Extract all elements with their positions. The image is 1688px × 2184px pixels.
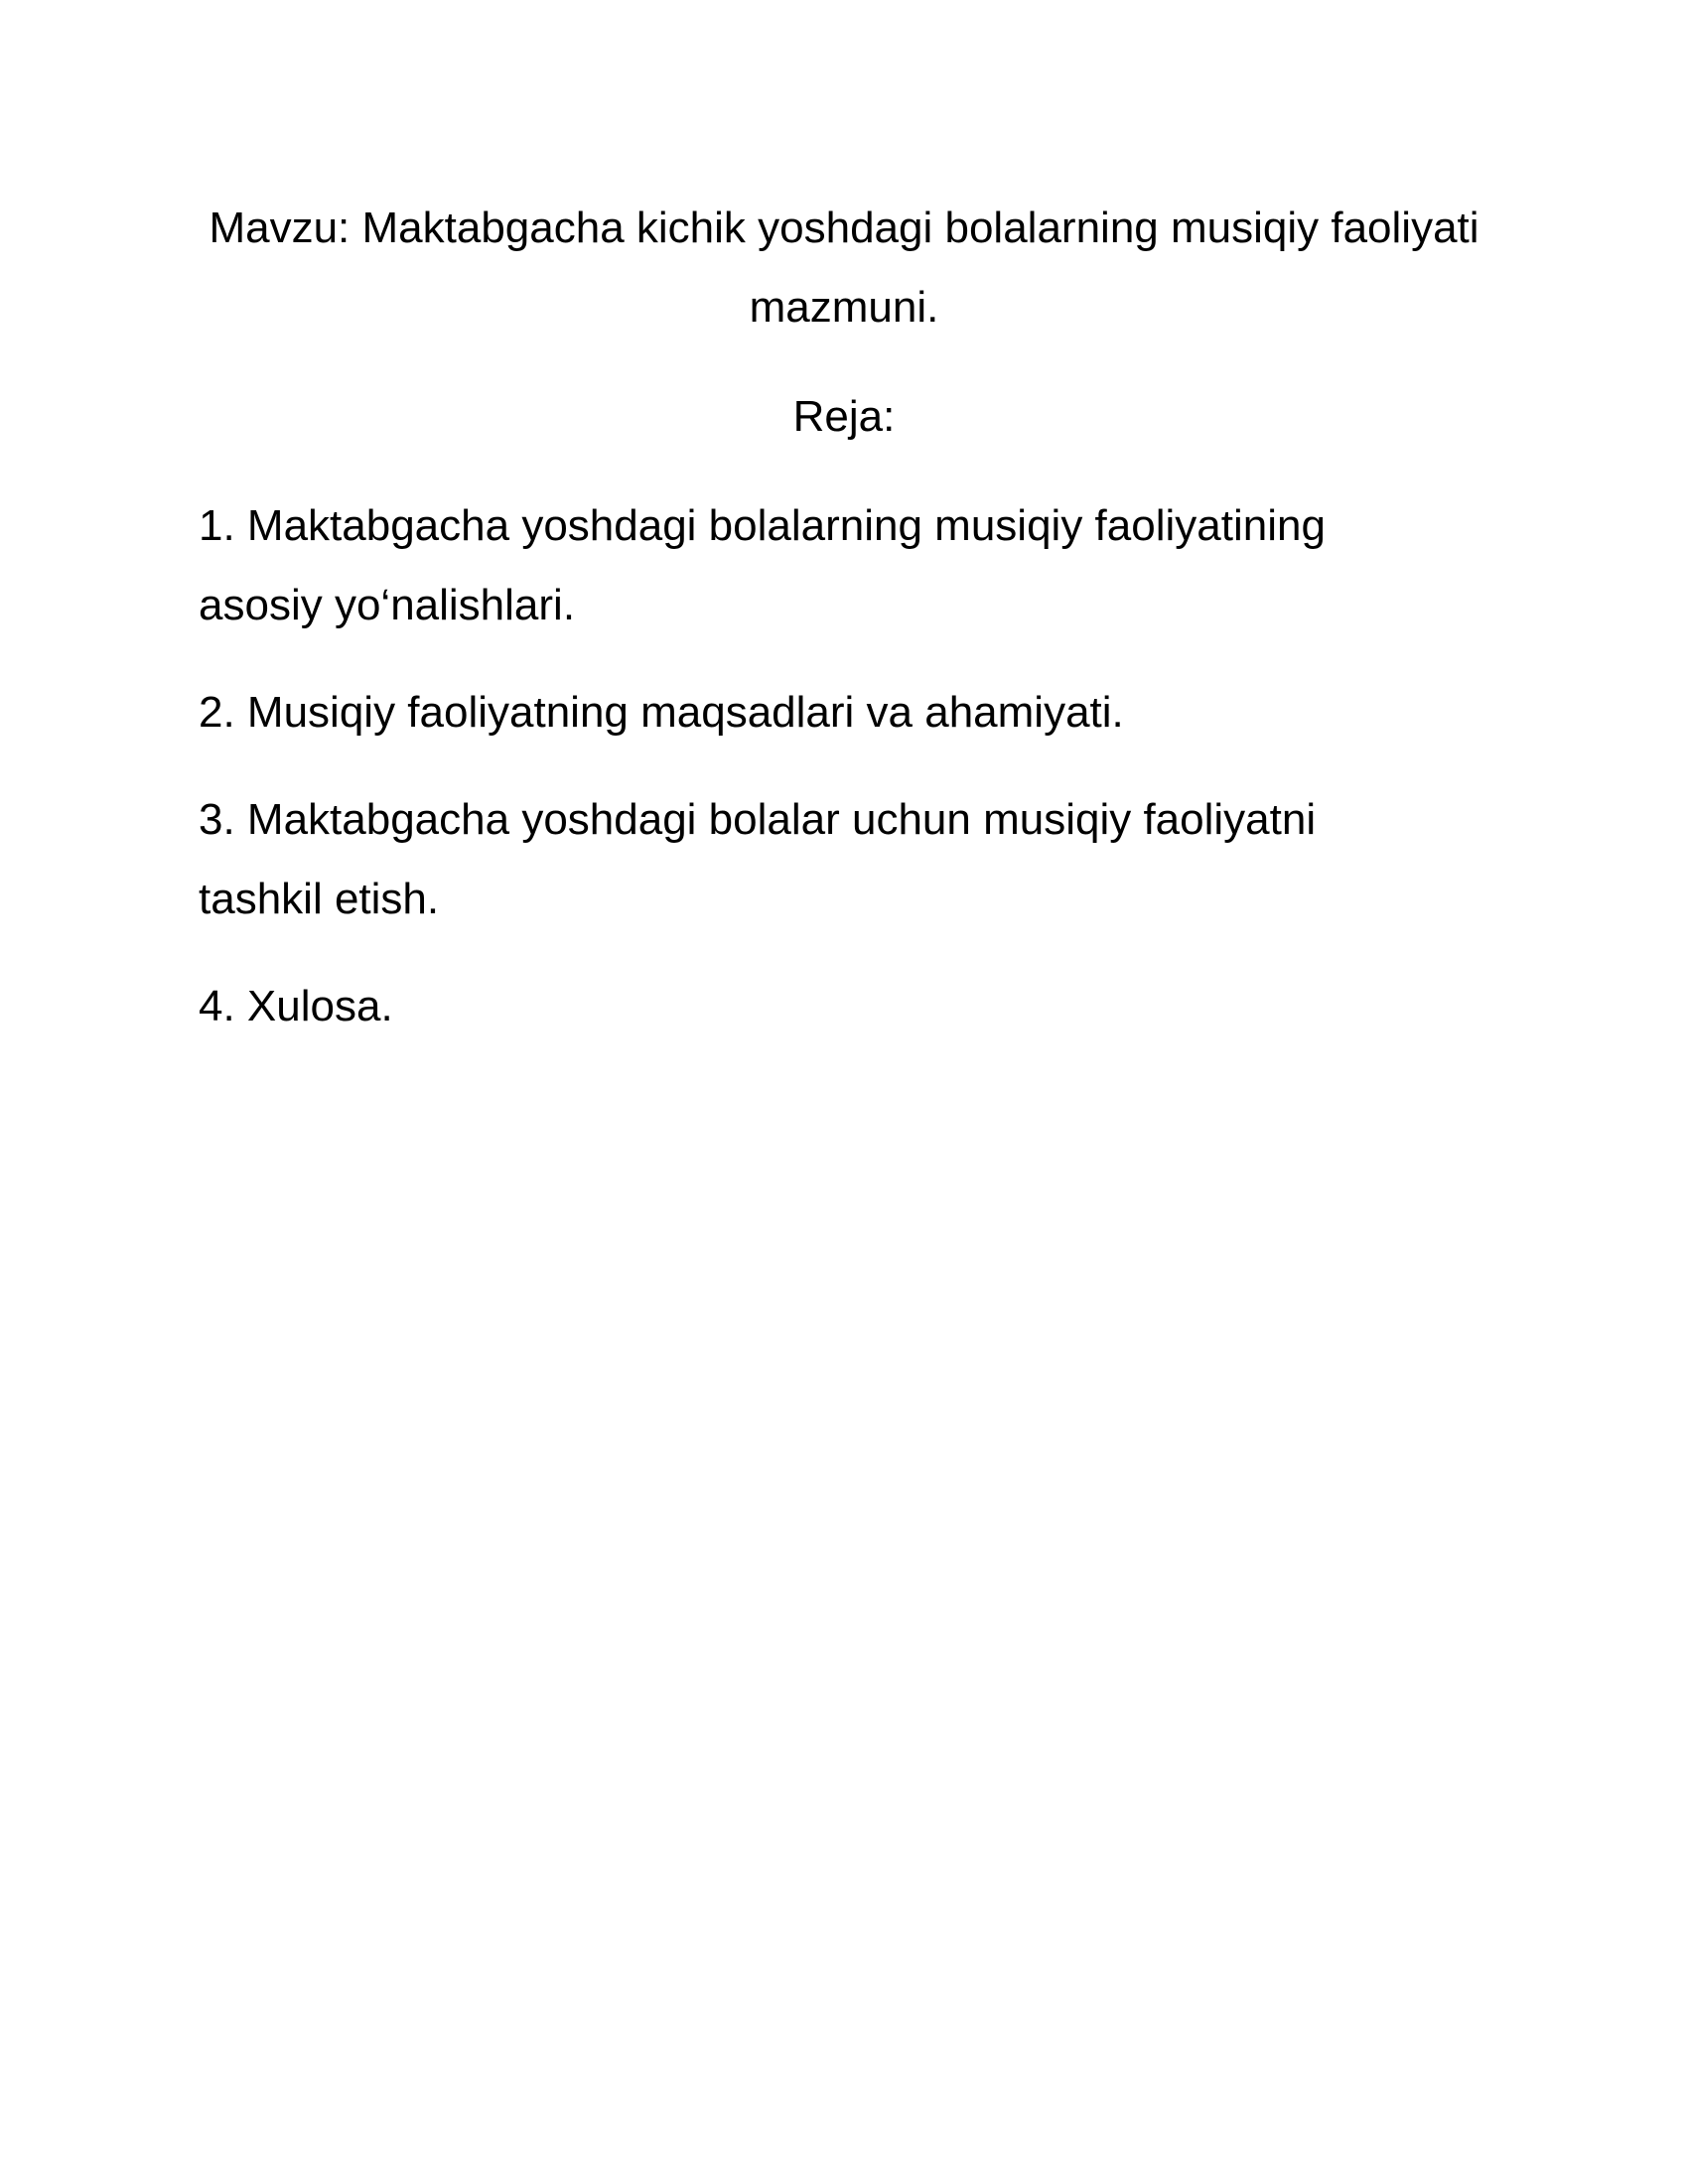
plan-item-4: 4. Xulosa. xyxy=(199,982,393,1030)
document-title: Mavzu: Maktabgacha kichik yoshdagi bolalarning musiqiy faoliyati mazmuni. xyxy=(209,204,1479,332)
document-content xyxy=(199,189,1489,1074)
plan-item-1: 1. Maktabgacha yoshdagi bolalarning musiqiy faoliyatining asosiy yo‘nalishlari. xyxy=(199,501,1326,629)
plan-item-3: 3. Maktabgacha yoshdagi bolalar uchun musiqiy faoliyatni tashkil etish. xyxy=(199,795,1317,923)
plan-list xyxy=(199,486,1489,1046)
plan-item-2: 2. Musiqiy faoliyatning maqsadlari va ahamiyati. xyxy=(199,688,1124,737)
plan-heading: Reja: xyxy=(792,392,896,441)
